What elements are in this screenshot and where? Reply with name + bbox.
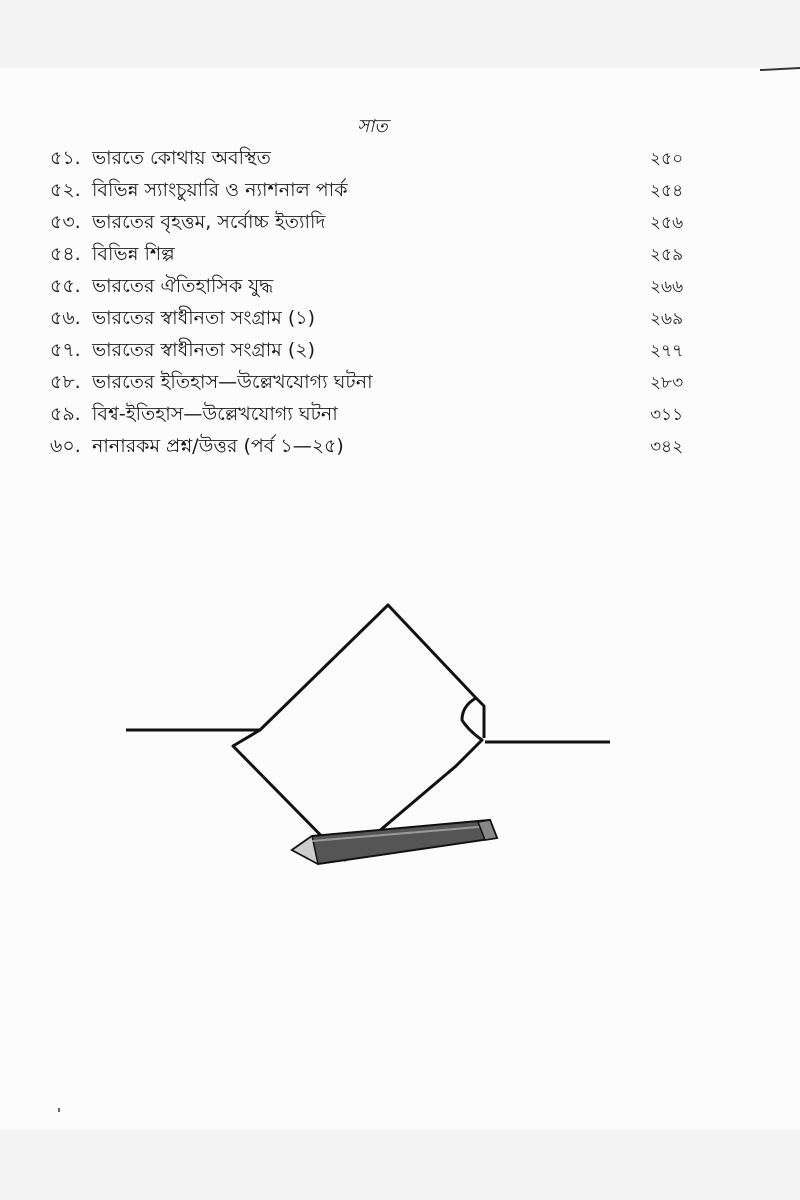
toc-entry-title: বিভিন্ন শিল্প — [92, 243, 175, 265]
toc-entry-page: ২৬৬ — [650, 277, 684, 297]
toc-entry-number: ৫৬. — [50, 307, 81, 329]
toc-entry — [50, 208, 710, 240]
toc-entry-number: ৫৫. — [50, 275, 81, 297]
toc-entry-page: ২৮৩ — [650, 373, 684, 393]
toc-entry-page: ৩৪২ — [650, 437, 684, 457]
toc-entry-number: ৫৯. — [50, 403, 81, 425]
paper-and-pencil-icon — [0, 588, 800, 948]
toc-entry-page: ২৫৯ — [650, 245, 684, 265]
toc-entry-page: ২৫৪ — [650, 181, 684, 201]
toc-entry-number: ৫৮. — [50, 371, 81, 393]
toc-entry-number: ৫২. — [50, 179, 81, 201]
toc-entry-page: ২৫০ — [650, 149, 684, 169]
toc-entry — [50, 176, 710, 208]
toc-entry-number: ৫৩. — [50, 211, 81, 233]
toc-entry-title: বিশ্ব-ইতিহাস—উল্লেখযোগ্য ঘটনা — [92, 403, 338, 425]
toc-entry — [50, 304, 710, 336]
ink-speck — [58, 1108, 60, 1112]
toc-entry-title: ভারতের ইতিহাস—উল্লেখযোগ্য ঘটনা — [92, 371, 373, 393]
toc-entry — [50, 400, 710, 432]
toc-entry-title: ভারতের ঐতিহাসিক যুদ্ধ — [92, 275, 274, 297]
toc-entry-title: বিভিন্ন স্যাংচুয়ারি ও ন্যাশনাল পার্ক — [92, 179, 348, 201]
toc-entry-number: ৫৭. — [50, 339, 81, 361]
toc-entry-title: নানারকম প্রশ্ন/উত্তর (পর্ব ১—২৫) — [92, 435, 344, 457]
toc-entry — [50, 144, 710, 176]
toc-entry — [50, 240, 710, 272]
toc-entry-title: ভারতের স্বাধীনতা সংগ্রাম (২) — [92, 339, 316, 361]
toc-entry-page: ৩১১ — [650, 405, 684, 425]
toc-entry-number: ৫১. — [50, 147, 81, 169]
toc-entry — [50, 336, 710, 368]
toc-entry-number: ৫৪. — [50, 243, 81, 265]
toc-entry-title: ভারতে কোথায় অবস্থিত — [92, 147, 271, 169]
toc-entry — [50, 432, 710, 464]
toc-entry-title: ভারতের স্বাধীনতা সংগ্রাম (১) — [92, 307, 316, 329]
toc-entry — [50, 368, 710, 400]
toc-entry — [50, 272, 710, 304]
page-number-label: সাত — [357, 116, 388, 137]
pencil-icon — [292, 820, 497, 864]
toc-entry-page: ২৭৭ — [650, 341, 684, 361]
toc-entry-page: ২৬৯ — [650, 309, 684, 329]
toc-entry-title: ভারতের বৃহত্তম, সর্বোচ্চ ইত্যাদি — [92, 211, 326, 233]
book-page — [0, 68, 800, 1130]
toc-entry-page: ২৫৬ — [650, 213, 684, 233]
page-corner — [760, 67, 800, 75]
toc-entry-number: ৬০. — [50, 435, 81, 457]
table-of-contents — [50, 144, 710, 464]
